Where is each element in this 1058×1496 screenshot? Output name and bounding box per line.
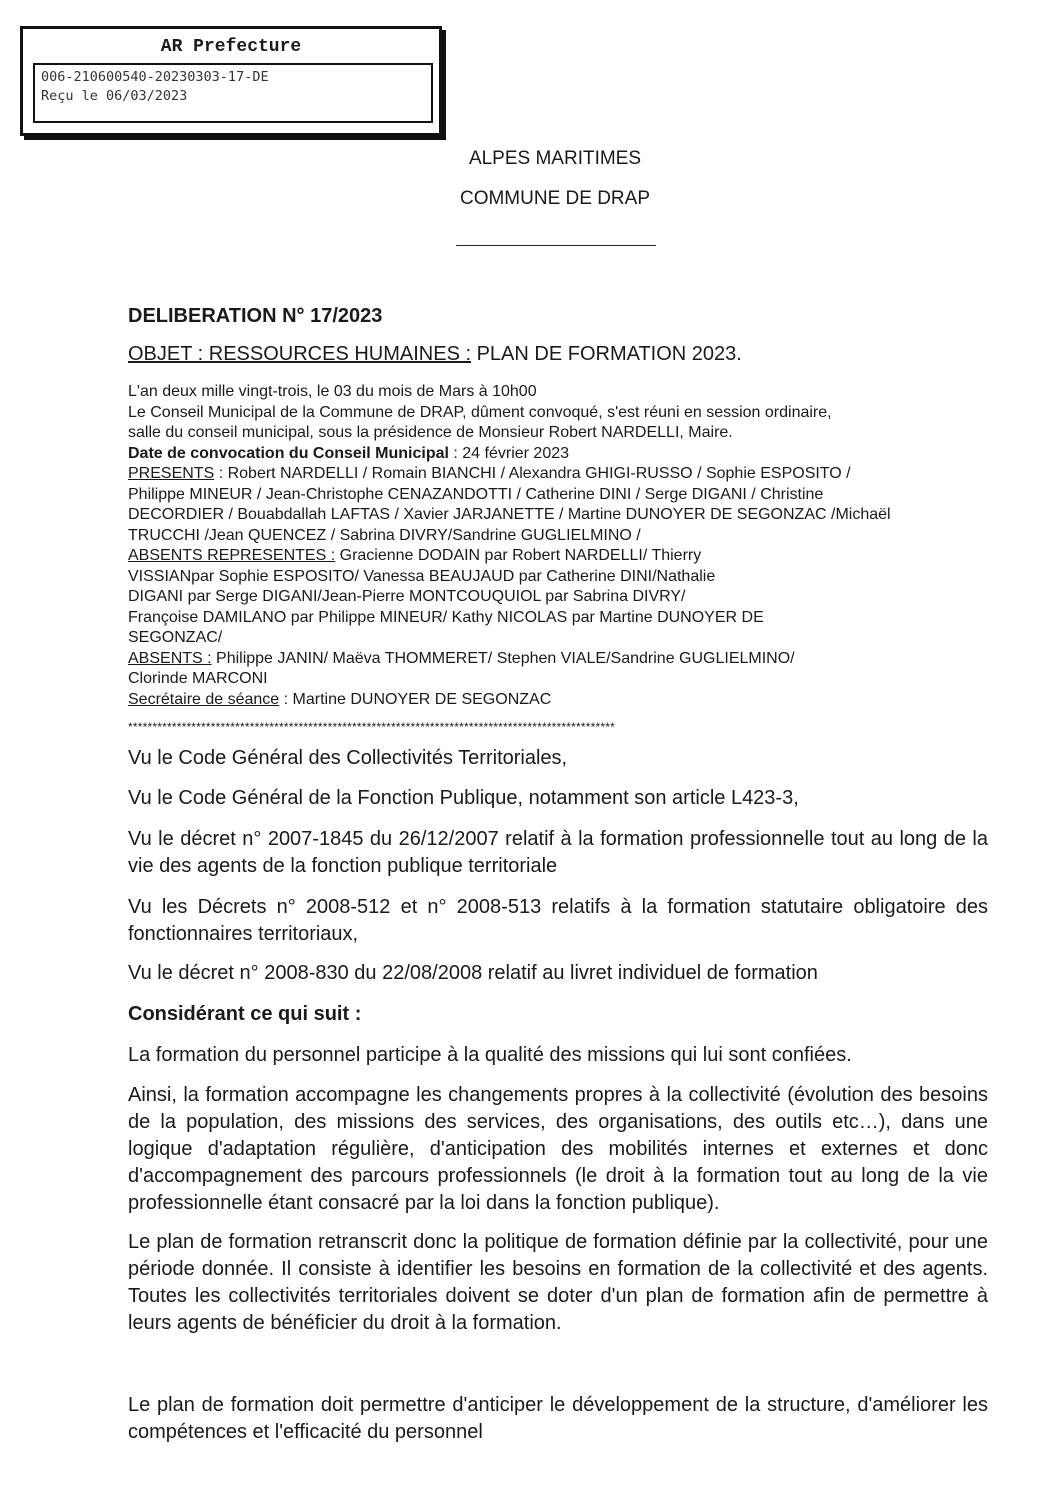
department-heading: ALPES MARITIMES (468, 148, 642, 169)
stamp-received-date: Reçu le 06/03/2023 (41, 88, 188, 104)
absents-represented-text-1: Gracienne DODAIN par Robert NARDELLI/ Thierry (335, 547, 702, 564)
secretary-value: : Martine DUNOYER DE SEGONZAC (279, 690, 552, 708)
presents-line-2: Philippe MINEUR / Jean-Christophe CENAZANDOTTI / Catherine DINI / Serge DIGANI / Christine (128, 485, 824, 503)
paragraph-accompagnement: Ainsi, la formation accompagne les changements propres à la collectivité (évolution des besoins de la population, des missions des services, des organisations, des outils etc…), dans une logique d'adaptation régulière, d'anticipation des mobilités internes et externes et donc d'accompagnement des parcours professionnels (le droit à la formation tout au long de la vie professionnelle étant consacré par la loi dans la fonction publique). (128, 1084, 988, 1214)
vu-decret-2007: Vu le décret n° 2007-1845 du 26/12/2007 relatif à la formation professionnelle tout au long de la vie des agents de la fonction publique territoriale (128, 828, 988, 877)
absents-represented-line-4: Françoise DAMILANO par Philippe MINEUR/ Kathy NICOLAS par Martine DUNOYER DE (128, 608, 764, 626)
session-date: L'an deux mille vingt-trois, le 03 du mois de Mars à 10h00 (128, 383, 537, 400)
stamp-title: AR Prefecture (160, 37, 302, 57)
vu-decrets-2008: Vu les Décrets n° 2008-512 et n° 2008-513 relatifs à la formation statutaire obligatoire des fonctionnaires territoriaux, (128, 896, 988, 945)
convocation-label: Date de convocation du Conseil Municipal (128, 444, 449, 462)
deliberation-title: DELIBERATION N° 17/2023 (128, 305, 383, 327)
session-line-3: salle du conseil municipal, sous la présidence de Monsieur Robert NARDELLI, Maire. (128, 424, 733, 441)
absents-represented-label: ABSENTS REPRESENTES : (128, 547, 336, 564)
prefecture-stamp (20, 26, 442, 136)
presents-label: PRESENTS (128, 465, 215, 482)
vu-cgct: Vu le Code Général des Collectivités Territoriales, (128, 747, 568, 769)
paragraph-plan-objectives: Le plan de formation doit permettre d'anticiper le développement de la structure, d'améliorer les compétences et l'efficacité du personnel (128, 1394, 988, 1443)
stamp-reference: 006-210600540-20230303-17-DE (41, 69, 269, 85)
considerant-heading: Considérant ce qui suit : (128, 1003, 362, 1025)
paragraph-plan-definition: Le plan de formation retranscrit donc la politique de formation définie par la collectivité, pour une période donnée. Il consiste à identifier les besoins en formation de la collectivité et des agents. Toutes les collectivités territoriales doivent se doter d'un plan de formation afin de permettre à leurs agents de bénéficier du droit à la formation. (128, 1231, 988, 1334)
vu-cgfp: Vu le Code Général de la Fonction Publique, notamment son article L423-3, (128, 787, 799, 809)
presents-line-1 (128, 464, 891, 485)
paragraph-formation: La formation du personnel participe à la qualité des missions qui lui sont confiées. (128, 1044, 852, 1066)
convocation-line (128, 444, 891, 465)
header-divider (456, 245, 656, 246)
absents-represented-line-2: VISSIANpar Sophie ESPOSITO/ Vanessa BEAUJAUD par Catherine DINI/Nathalie (128, 567, 716, 585)
session-line-2: Le Conseil Municipal de la Commune de DRAP, dûment convoqué, s'est réuni en session ordinaire, (128, 403, 832, 421)
absents-line-2: Clorinde MARCONI (128, 670, 268, 687)
separator-stars: **************************************************************************************************** (128, 720, 615, 734)
deliberation-object (128, 343, 742, 366)
presents-line-3: DECORDIER / Bouabdallah LAFTAS / Xavier JARJANETTE / Martine DUNOYER DE SEGONZAC /Michaël (128, 506, 891, 523)
absents-label: ABSENTS : (128, 649, 212, 667)
stamp-box (33, 63, 433, 123)
secretary-label: Secrétaire de séance (128, 690, 280, 708)
secretary-line (128, 690, 891, 711)
object-prefix: OBJET : RESSOURCES HUMAINES : (128, 343, 472, 365)
commune-heading: COMMUNE DE DRAP (459, 188, 650, 209)
absents-represented-line-1 (128, 546, 891, 567)
convocation-value: : 24 février 2023 (448, 444, 570, 462)
vu-decret-2008-830: Vu le décret n° 2008-830 du 22/08/2008 relatif au livret individuel de formation (128, 962, 818, 984)
absents-text-1: Philippe JANIN/ Maëva THOMMERET/ Stephen VIALE/Sandrine GUGLIELMINO/ (211, 649, 795, 667)
presents-text-1: : Robert NARDELLI / Romain BIANCHI / Alexandra GHIGI-RUSSO / Sophie ESPOSITO / (214, 465, 851, 482)
object-subject: PLAN DE FORMATION 2023. (471, 343, 742, 365)
absents-represented-line-5: SEGONZAC/ (128, 629, 223, 646)
presents-line-4: TRUCCHI /Jean QUENCEZ / Sabrina DIVRY/Sandrine GUGLIELMINO / (128, 526, 641, 544)
absents-represented-line-3: DIGANI par Serge DIGANI/Jean-Pierre MONTCOUQUIOL par Sabrina DIVRY/ (128, 588, 686, 605)
session-info (128, 382, 891, 710)
absents-line-1 (128, 649, 891, 670)
